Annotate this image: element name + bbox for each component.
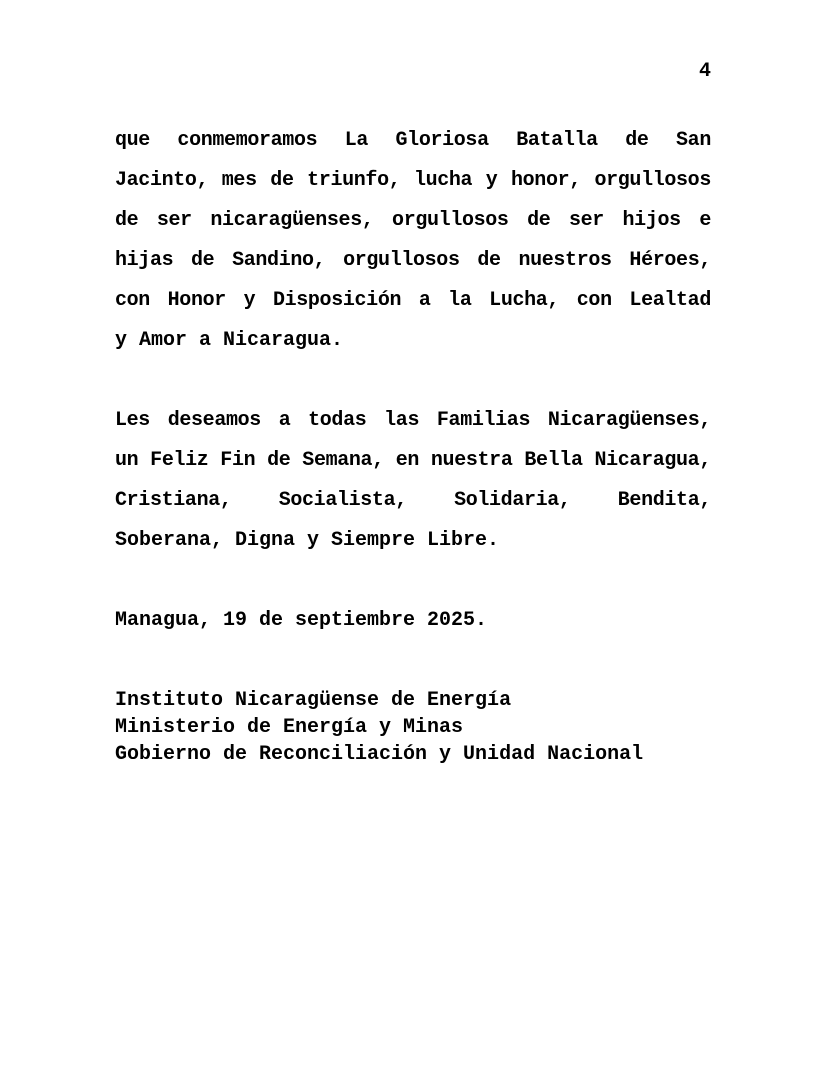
- text-line: de ser nicaragüenses, orgullosos de ser hijos e: [115, 209, 711, 232]
- text-line: Soberana, Digna y Siempre Libre.: [115, 529, 500, 552]
- page-number: 4: [698, 60, 711, 83]
- signature-line-ministry: Ministerio de Energía y Minas: [115, 716, 464, 739]
- signature-line-government: Gobierno de Reconciliación y Unidad Nacional: [115, 743, 644, 766]
- text-line: y Amor a Nicaragua.: [115, 329, 344, 352]
- paragraph-2: [115, 401, 711, 561]
- text-line: Cristiana, Socialista, Solidaria, Bendita,: [115, 489, 711, 512]
- text-line: un Feliz Fin de Semana, en nuestra Bella Nicaragua,: [115, 449, 711, 472]
- text-line: que conmemoramos La Gloriosa Batalla de San: [115, 129, 711, 152]
- date-line: Managua, 19 de septiembre 2025.: [115, 609, 488, 632]
- text-line: hijas de Sandino, orgullosos de nuestros Héroes,: [115, 249, 711, 272]
- document-body: [115, 121, 711, 768]
- text-line: con Honor y Disposición a la Lucha, con Lealtad: [115, 289, 711, 312]
- text-line: Les deseamos a todas las Familias Nicaragüenses,: [115, 409, 711, 432]
- signature-line-institution: Instituto Nicaragüense de Energía: [115, 689, 512, 712]
- text-line: Jacinto, mes de triunfo, lucha y honor, orgullosos: [115, 169, 711, 192]
- signature-block: [115, 687, 711, 768]
- paragraph-1: [115, 121, 711, 361]
